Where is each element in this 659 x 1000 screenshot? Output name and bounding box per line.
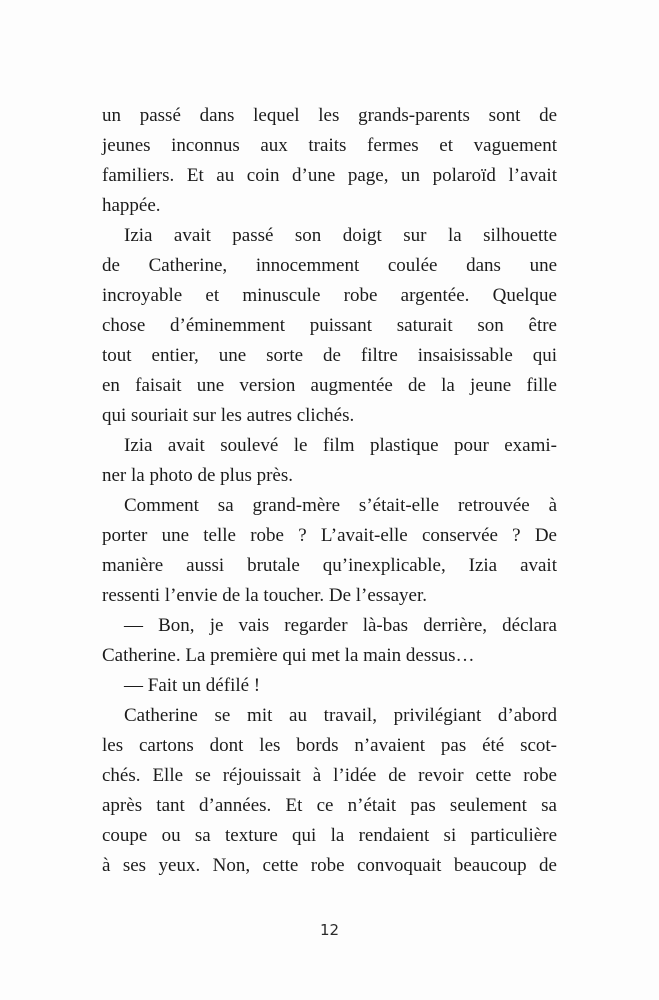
text-line: Izia avait soulevé le film plastique pour exami- xyxy=(124,435,557,456)
text-line: qui souriait sur les autres clichés. xyxy=(102,405,355,426)
text-line: ner la photo de plus près. xyxy=(102,465,294,486)
text-line: à ses yeux. Non, cette robe convoquait beaucoup de xyxy=(102,855,557,876)
page-body-text xyxy=(102,101,557,881)
text-line: — Fait un défilé ! xyxy=(124,675,261,696)
text-line: incroyable et minuscule robe argentée. Quelque xyxy=(102,285,557,306)
text-line: de Catherine, innocemment coulée dans une xyxy=(102,255,557,276)
page-number: 12 xyxy=(319,921,340,939)
text-line: — Bon, je vais regarder là-bas derrière, déclara xyxy=(124,615,557,636)
text-line: un passé dans lequel les grands-parents sont de xyxy=(102,105,557,126)
text-line: en faisait une version augmentée de la jeune fille xyxy=(102,375,557,396)
text-line: après tant d’années. Et ce n’était pas seulement sa xyxy=(102,795,557,816)
text-line: Catherine se mit au travail, privilégiant d’abord xyxy=(124,705,557,726)
text-line: porter une telle robe ? L’avait-elle conservée ? De xyxy=(102,525,557,546)
text-line: jeunes inconnus aux traits fermes et vaguement xyxy=(102,135,557,156)
text-line: ressenti l’envie de la toucher. De l’essayer. xyxy=(102,585,427,606)
text-line: manière aussi brutale qu’inexplicable, Izia avait xyxy=(102,555,557,576)
text-line: happée. xyxy=(102,195,161,216)
text-line: Catherine. La première qui met la main dessus… xyxy=(102,645,475,666)
text-line: tout entier, une sorte de filtre insaisissable qui xyxy=(102,345,557,366)
text-line: Izia avait passé son doigt sur la silhouette xyxy=(124,225,557,246)
text-line: chose d’éminemment puissant saturait son être xyxy=(102,315,557,336)
text-line: coupe ou sa texture qui la rendaient si particulière xyxy=(102,825,557,846)
text-line: Comment sa grand-mère s’était-elle retrouvée à xyxy=(124,495,557,516)
text-line: chés. Elle se réjouissait à l’idée de revoir cette robe xyxy=(102,765,557,786)
text-line: les cartons dont les bords n’avaient pas été scot- xyxy=(102,735,557,756)
text-line: familiers. Et au coin d’une page, un polaroïd l’avait xyxy=(102,165,557,186)
